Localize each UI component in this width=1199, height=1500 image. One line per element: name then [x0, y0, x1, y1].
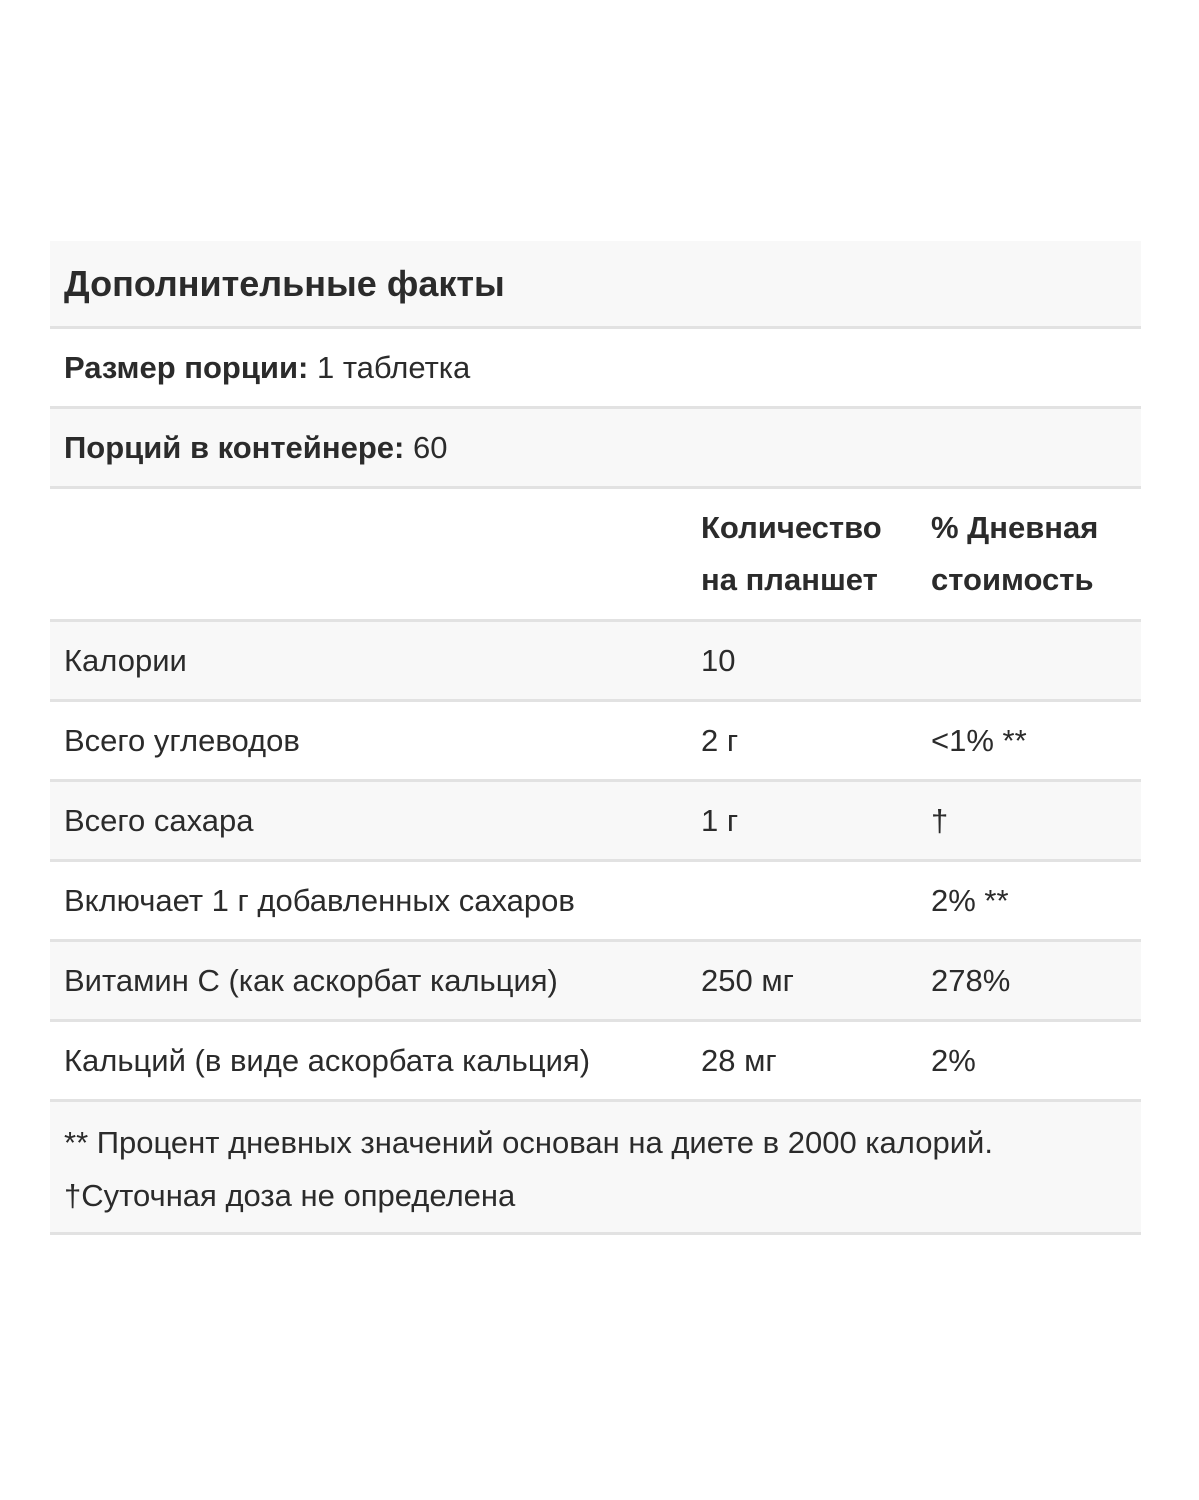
row-name: Витамин С (как аскорбат кальция) [64, 962, 558, 998]
serving-size-value: 1 таблетка [316, 349, 471, 385]
table-title: Дополнительные факты [64, 262, 505, 304]
row-name: Кальций (в виде аскорбата кальция) [64, 1042, 591, 1078]
row-amount: 2 г [701, 722, 739, 758]
header-amount-cell [701, 502, 931, 606]
row-dv: <1% ** [931, 722, 1027, 758]
table-row [50, 622, 1141, 702]
row-name: Всего углеводов [64, 722, 300, 758]
header-dv-line2: стоимость [931, 562, 1094, 597]
table-row [50, 862, 1141, 942]
row-amount: 250 мг [701, 962, 794, 998]
row-dv: 2% [931, 1042, 976, 1078]
table-row [50, 942, 1141, 1022]
row-name: Включает 1 г добавленных сахаров [64, 882, 575, 918]
footnote-not-established: †Суточная доза не определена [64, 1178, 516, 1213]
serving-size-label: Размер порции: [64, 349, 309, 385]
header-amount-line1: Количество [701, 510, 882, 545]
table-row [50, 702, 1141, 782]
footnotes [50, 1102, 1141, 1235]
row-name: Калории [64, 642, 187, 678]
footnote-daily-value: ** Процент дневных значений основан на диете в 2000 калорий. [64, 1125, 993, 1160]
row-amount: 1 г [701, 802, 739, 838]
servings-per-container-label: Порций в контейнере: [64, 429, 405, 465]
row-dv: 278% [931, 962, 1011, 998]
servings-per-container-row [50, 409, 1141, 489]
supplement-facts-table [50, 241, 1141, 1235]
servings-per-container-value: 60 [412, 429, 448, 465]
row-amount: 10 [701, 642, 736, 678]
title-row [50, 241, 1141, 329]
row-dv: † [931, 802, 949, 838]
header-amount-line2: на планшет [701, 562, 878, 597]
row-name: Всего сахара [64, 802, 254, 838]
row-amount: 28 мг [701, 1042, 777, 1078]
table-row [50, 782, 1141, 862]
header-dv-line1: % Дневная [931, 510, 1099, 545]
serving-size-row [50, 329, 1141, 409]
header-dv-cell [931, 502, 1141, 606]
row-dv: 2% ** [931, 882, 1009, 918]
table-row [50, 1022, 1141, 1102]
column-header-row [50, 489, 1141, 622]
